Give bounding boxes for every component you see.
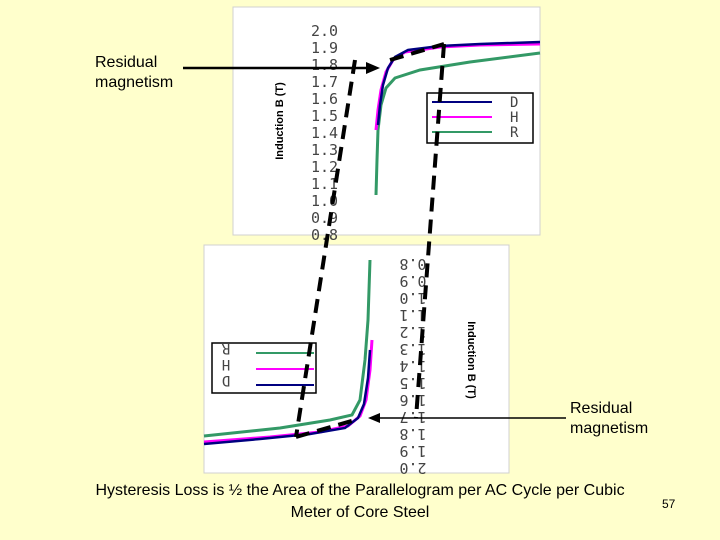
bottom-tick: 0.8 — [399, 255, 427, 273]
bottom-chart — [204, 245, 509, 477]
bottom-legend-R: R — [221, 340, 231, 356]
top-legend — [427, 93, 533, 143]
residual-magnetism-label-bottom — [570, 399, 648, 439]
residual-magnetism-label-top — [95, 53, 173, 93]
top-tick: 1.7 — [311, 73, 339, 91]
bottom-tick: 1.0 — [399, 289, 427, 307]
bottom-tick: 1.5 — [399, 374, 427, 392]
top-tick: 1.9 — [311, 39, 339, 57]
callout-bottom-line-2: magnetism — [570, 420, 649, 437]
top-tick: 2.0 — [311, 22, 339, 40]
bottom-legend-D: D — [221, 372, 231, 388]
bottom-tick: 1.9 — [399, 442, 427, 460]
top-tick: 0.9 — [311, 209, 339, 227]
top-tick: 1.5 — [311, 107, 339, 125]
top-legend-H: H — [510, 110, 519, 126]
bottom-tick: 2.0 — [399, 459, 427, 477]
callout-top-line-2: magnetism — [95, 74, 174, 91]
bottom-legend — [212, 340, 316, 393]
bottom-tick: 1.1 — [399, 306, 427, 324]
top-tick: 1.2 — [311, 158, 339, 176]
top-tick: 1.4 — [311, 124, 339, 142]
page-number: 57 — [662, 497, 676, 511]
caption-line-1: Hysteresis Loss is ½ the Area of the Parallelogram per AC Cycle per Cubic — [95, 482, 625, 499]
top-tick: 0.8 — [311, 226, 339, 244]
bottom-tick: 0.9 — [399, 272, 427, 290]
bottom-legend-H: H — [221, 356, 231, 372]
top-tick: 1.8 — [311, 56, 339, 74]
bottom-tick: 1.3 — [399, 340, 427, 358]
top-legend-D: D — [510, 95, 519, 111]
bottom-tick: 1.8 — [399, 425, 427, 443]
slide-caption — [40, 480, 680, 524]
top-chart — [233, 7, 540, 244]
top-tick: 1.6 — [311, 90, 339, 108]
top-tick: 1.3 — [311, 141, 339, 159]
top-tick: 1.1 — [311, 175, 339, 193]
caption-line-2: Meter of Core Steel — [290, 504, 430, 521]
callout-bottom-line-1: Residual — [570, 400, 633, 417]
top-tick: 1.0 — [311, 192, 339, 210]
top-chart-ylabel: Induction B (T) — [274, 82, 286, 160]
bottom-tick: 1.4 — [399, 357, 427, 375]
bottom-tick: 1.7 — [399, 408, 427, 426]
bottom-chart-ylabel: Induction B (T) — [465, 321, 477, 399]
callout-top-line-1: Residual — [95, 54, 158, 71]
bottom-tick: 1.6 — [399, 391, 427, 409]
bottom-tick: 1.2 — [399, 323, 427, 341]
bottom-chart-ticks — [399, 255, 426, 477]
top-chart-ticks — [311, 22, 338, 244]
top-legend-R: R — [510, 125, 519, 141]
